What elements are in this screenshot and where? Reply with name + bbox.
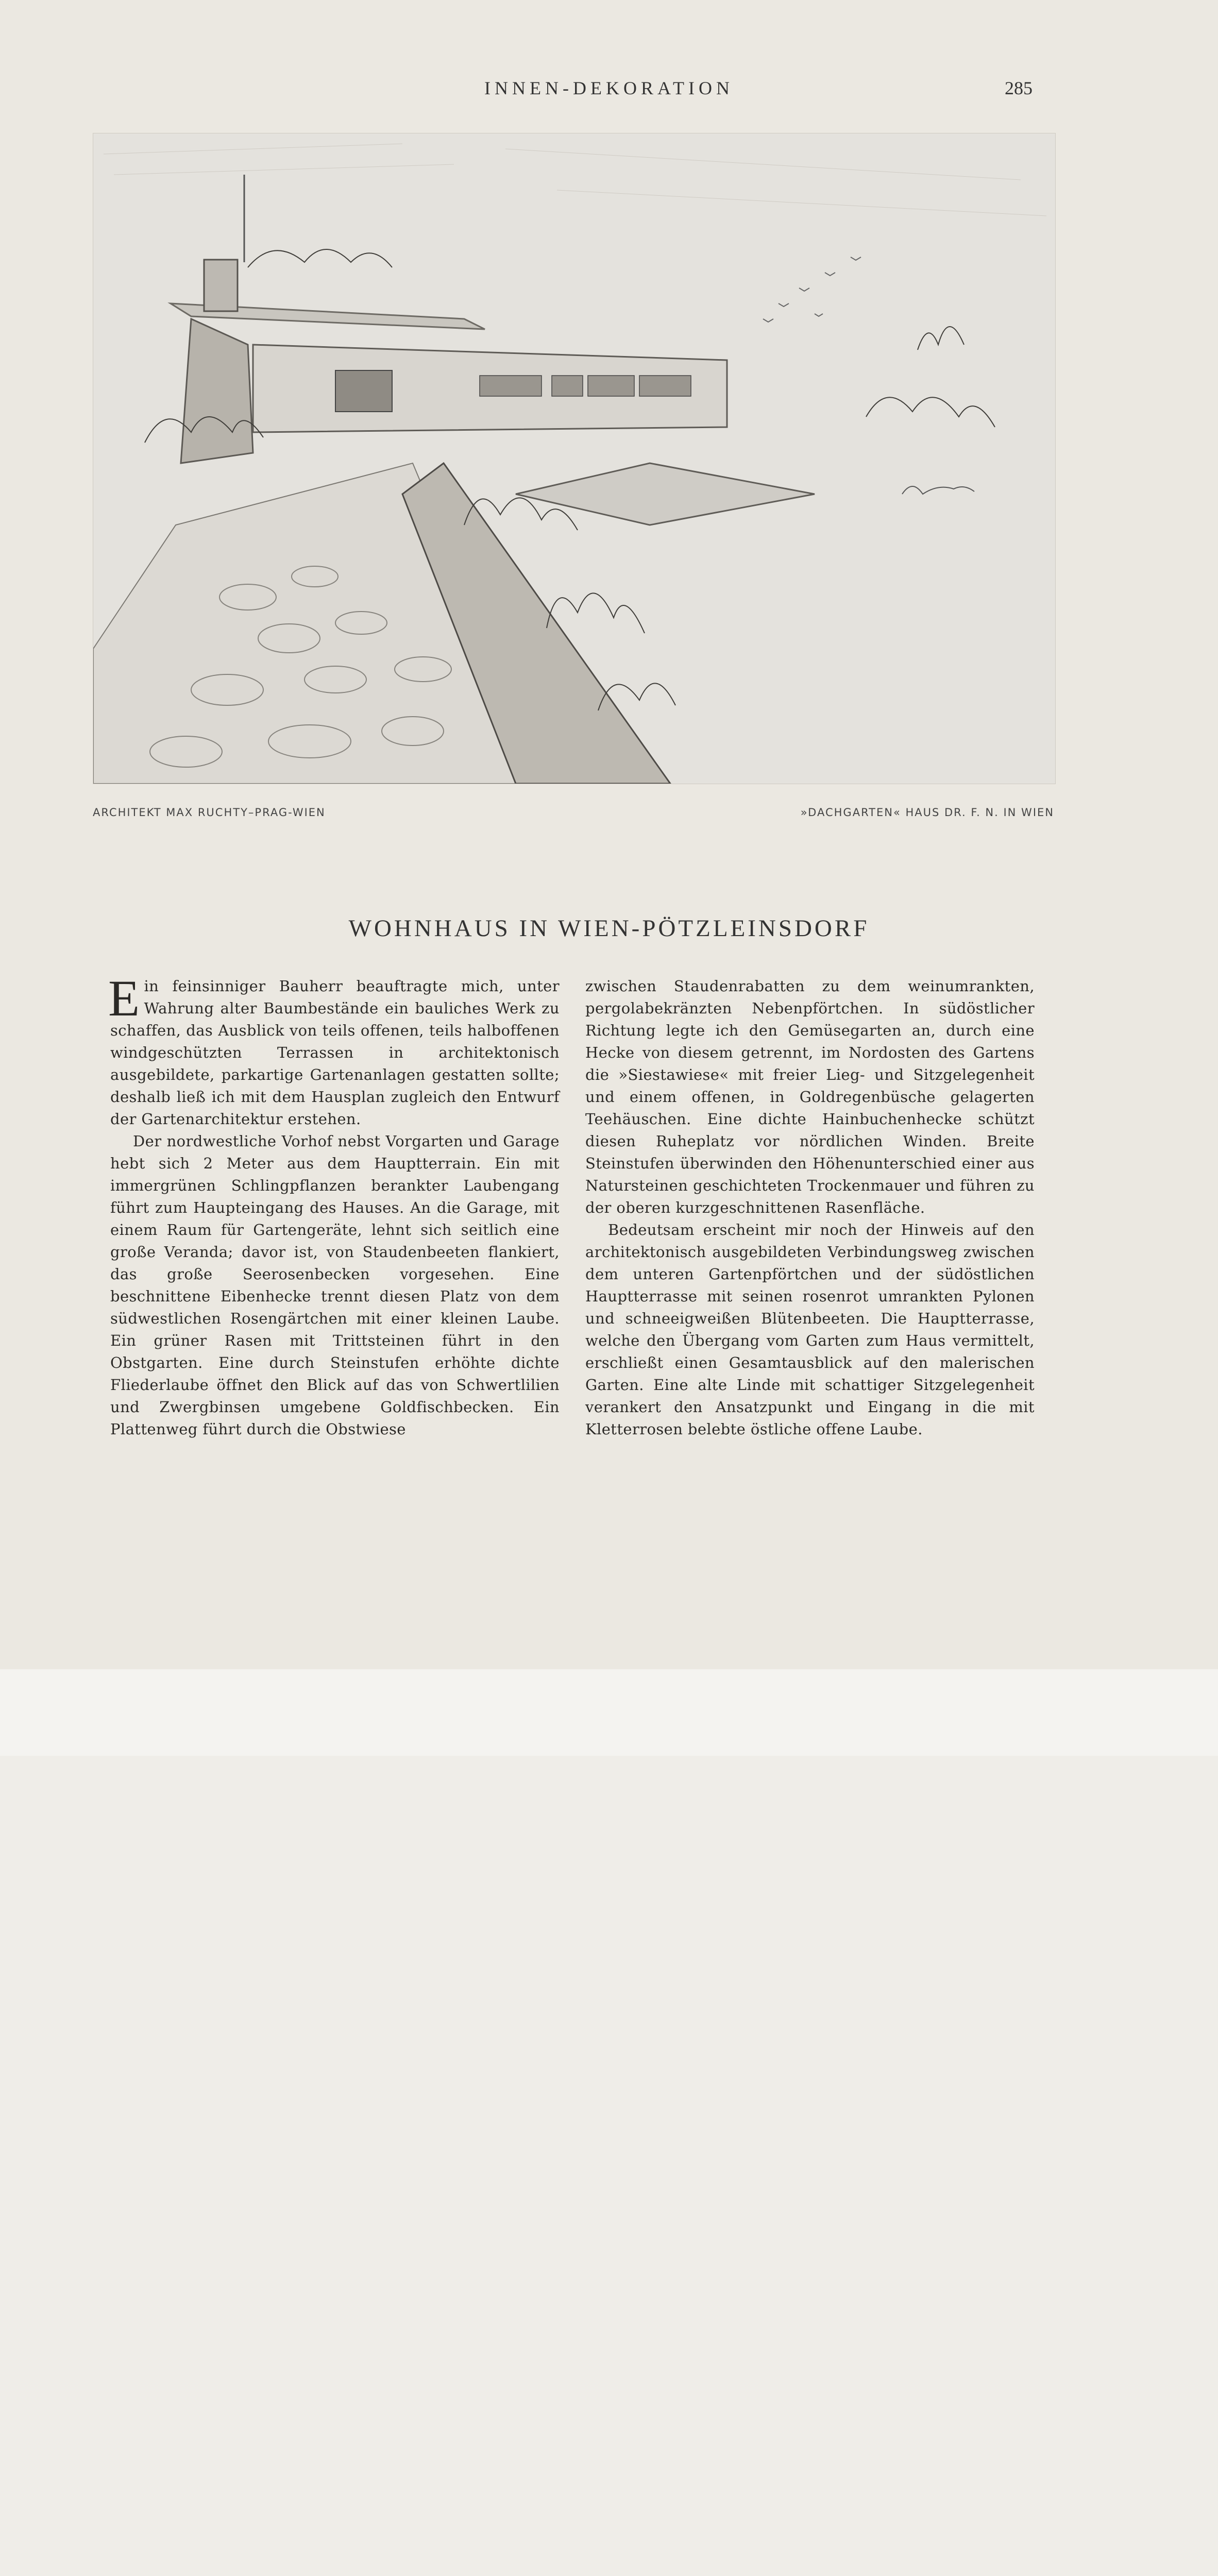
text-column-left (108, 970, 560, 1440)
running-title: INNEN-DEKORATION (484, 78, 734, 98)
paragraph: Bedeutsam erscheint mir noch der Hinweis auf den architektonisch ausgebildeten Verbindungsweg zwischen dem unteren Gartenpförtchen und der südöstlichen Hauptterrasse mit seinen rosenrot umrankten Pylonen und schneeigweißen Blütenbeeten. Die Hauptterrasse, welche den Übergang vom Garten zum Haus vermittelt, erschließt einen Gesamtausblick auf den malerischen Garten. Eine alte Linde mit schattiger Sitzgelegenheit verankert den Ansatzpunkt und Eingang in die mit Kletterrosen belebte östliche offene Laube. (585, 1221, 1035, 1438)
page-number: 285 (1005, 78, 1033, 98)
paragraph: zwischen Staudenrabatten zu dem weinumrankten, pergolabekränzten Nebenpförtchen. In südöstlicher Richtung legte ich den Gemüsegarten an, durch eine Hecke von diesem getrennt, im Nordosten des Gartens die »Siestawiese« mit freier Lieg- und Sitzgelegenheit und einem offenen, in Goldregenbüsche gelagerten Teehäuschen. Eine dichte Hainbuchenhecke schützt diesen Ruheplatz vor nördlichen Winden. Breite Steinstufen überwinden den Höhenunterschied einer aus Natursteinen geschichteten Trockenmauer und führen zu der oberen kurzgeschnittenen Rasenfläche. (585, 977, 1035, 1216)
paragraph-text: in feinsinniger Bauherr beauftragte mich, unter Wahrung alter Baumbestände ein bauliches Werk zu schaffen, das Ausblick von teils offenen, teils halboffenen windgeschützten Terrassen in architektonisch ausgebildete, parkartige Gartenanlagen gestatten sollte; deshalb ließ ich mit dem Hausplan zugleich den Entwurf der Gartenarchitektur erstehen. (110, 977, 560, 1128)
garden-illustration (93, 133, 1056, 784)
plate-caption-title: »DACHGARTEN« HAUS DR. F. N. IN WIEN (800, 806, 1054, 819)
sketch-drawing (93, 133, 1055, 784)
plate-caption-architect: ARCHITEKT MAX RUCHTY–PRAG-WIEN (93, 806, 326, 819)
paragraph: Der nordwestliche Vorhof nebst Vorgarten und Garage hebt sich 2 Meter aus dem Hauptterrain. Ein mit immergrünen Schlingpflanzen berankter Laubengang führt zum Haupteingang des Hauses. An die Garage, mit einem Raum für Gartengeräte, lehnt sich seitlich eine große Veranda; davor ist, von Staudenbeeten flankiert, das große Seerosenbecken vorgesehen. Eine beschnittene Eibenhecke trennt diesen Platz von dem südwestlichen Rosengärtchen mit einer kleinen Laube. Ein grüner Rasen mit Trittsteinen führt in den Obstgarten. Eine durch Steinstufen erhöhte dichte Fliederlaube öffnet den Blick auf das von Schwertlilien und Zwergbinsen umgebene Goldfischbecken. Ein Plattenweg führt durch die Obstwiese (110, 1132, 560, 1438)
text-column-right (585, 975, 1035, 1440)
article-title: WOHNHAUS IN WIEN-PÖTZLEINSDORF (348, 915, 870, 942)
digitization-footer (0, 1669, 1218, 1756)
drop-cap: E (108, 970, 140, 1027)
paragraph (108, 970, 560, 1130)
